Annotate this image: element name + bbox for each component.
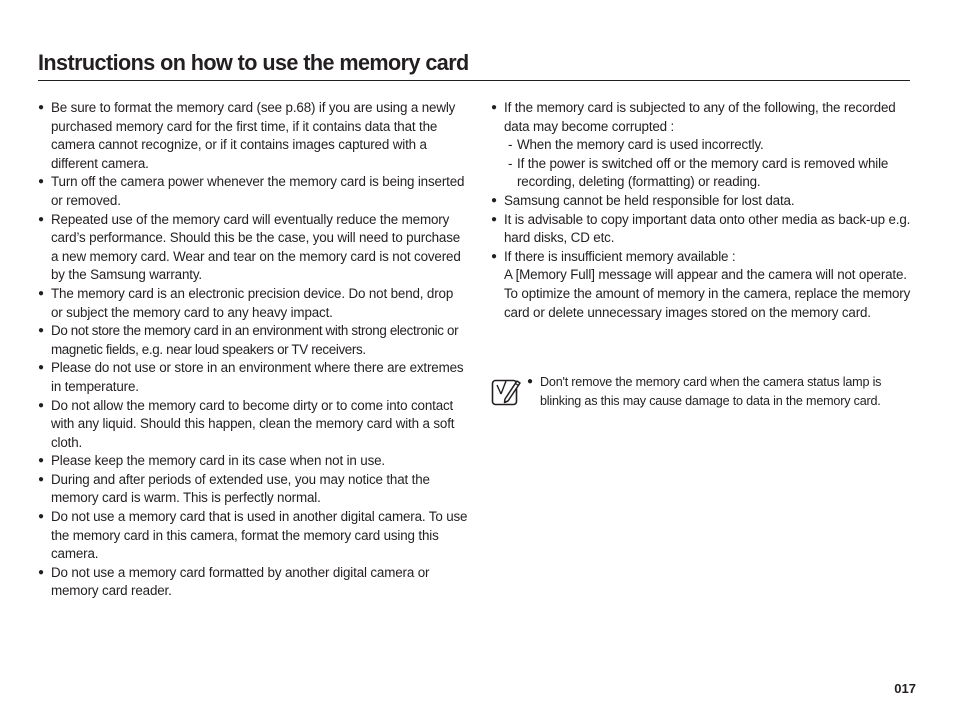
corruption-cases [504,136,919,192]
list-item-text: Please keep the memory card in its case when not in use. [51,453,385,469]
dash-icon: - [508,137,513,153]
insufficient-body: A [Memory Full] message will appear and the camera will not operate. To optimize the amount of memory in the camera, replace the memory card or delete unnecessary images stored on the memory card. [504,267,911,320]
list-item-text: Do not use a memory card formatted by another digital camera or memory card reader. [51,564,430,599]
list-item [38,508,468,564]
bullet-icon: ● [38,176,44,188]
note-item-text: Don't remove the memory card when the camera status lamp is blinking as this may cause damage to data in the memory card. [540,375,882,408]
insufficient-heading: If there is insufficient memory available : [504,248,736,264]
list-item-text: Please do not use or store in an environment where there are extremes in temperature. [51,360,464,394]
sub-item [508,136,919,155]
list-item [38,359,468,396]
bullet-icon: ● [491,194,497,206]
bullet-icon: ● [38,325,44,337]
list-item [491,99,919,192]
title-divider [38,80,910,81]
bullet-icon: ● [38,362,44,374]
note-box [491,373,921,413]
sub-item-text: When the memory card is used incorrectly. [517,137,764,153]
list-item-text: Be sure to format the memory card (see p.68) if you are using a newly purchased memory card for the first time, if it contains data that the camera cannot recognize, or if it contains images captured with a different camera. [51,100,456,171]
list-item-text: Turn off the camera power whenever the memory card is being inserted or removed. [51,174,465,208]
dash-icon: - [508,155,513,171]
list-item-text: Repeated use of the memory card will eventually reduce the memory card’s performance. Should this be the case, you will need to purchase a new memory card. Wear and tear on the memory card is not covered by the Samsung warranty. [51,211,461,283]
list-item-text: Do not allow the memory card to become dirty or to come into contact with any liquid. Should this happen, clean the memory card with a soft cloth. [51,397,455,450]
note-pencil-icon [491,376,521,406]
list-item-text: Do not use a memory card that is used in another digital camera. To use the memory card in this camera, format the memory card using this camera. [51,509,468,562]
corruption-intro: If the memory card is subjected to any of the following, the recorded data may become corrupted : [504,100,896,134]
list-item [491,248,919,322]
backup-text: It is advisable to copy important data onto other media as back-up e.g. hard disks, CD etc. [504,211,911,246]
list-item [38,452,468,471]
sub-item-text: If the power is switched off or the memory card is removed while recording, deleting (formatting) or reading. [517,155,889,190]
bullet-icon: ● [38,455,44,467]
bullet-icon: ● [38,566,44,578]
list-item [38,471,468,508]
bullet-icon: ● [38,102,44,113]
list-item [38,173,468,210]
list-item-text: During and after periods of extended use, you may notice that the memory card is warm. This is perfectly normal. [51,471,430,506]
bullet-icon: ● [527,376,533,387]
right-column [491,99,919,322]
list-item [491,211,919,248]
bullet-icon: ● [38,399,44,411]
bullet-icon: ● [38,213,44,225]
bullet-icon: ● [491,250,497,262]
page-title: Instructions on how to use the memory card [38,50,469,75]
sub-item [508,155,919,192]
bullet-icon: ● [38,473,44,485]
list-item [38,564,468,601]
bullet-icon: ● [38,511,44,523]
bullet-icon: ● [491,213,497,225]
list-item-text: Do not store the memory card in an environment with strong electronic or magnetic fields, e.g. near loud speakers or TV receivers. [51,323,459,357]
list-item [38,397,468,453]
list-item [38,322,468,359]
list-item [38,99,468,173]
bullet-icon: ● [38,287,44,299]
responsibility-text: Samsung cannot be held responsible for lost data. [504,192,795,208]
note-item [527,373,919,410]
list-item-text: The memory card is an electronic precision device. Do not bend, drop or subject the memory card to any heavy impact. [51,285,454,320]
bullet-icon: ● [491,102,497,113]
list-item [38,211,468,285]
page-number: 017 [894,681,916,696]
list-item [491,192,919,211]
note-text [527,373,919,410]
list-item [38,285,468,322]
left-column [38,99,468,601]
